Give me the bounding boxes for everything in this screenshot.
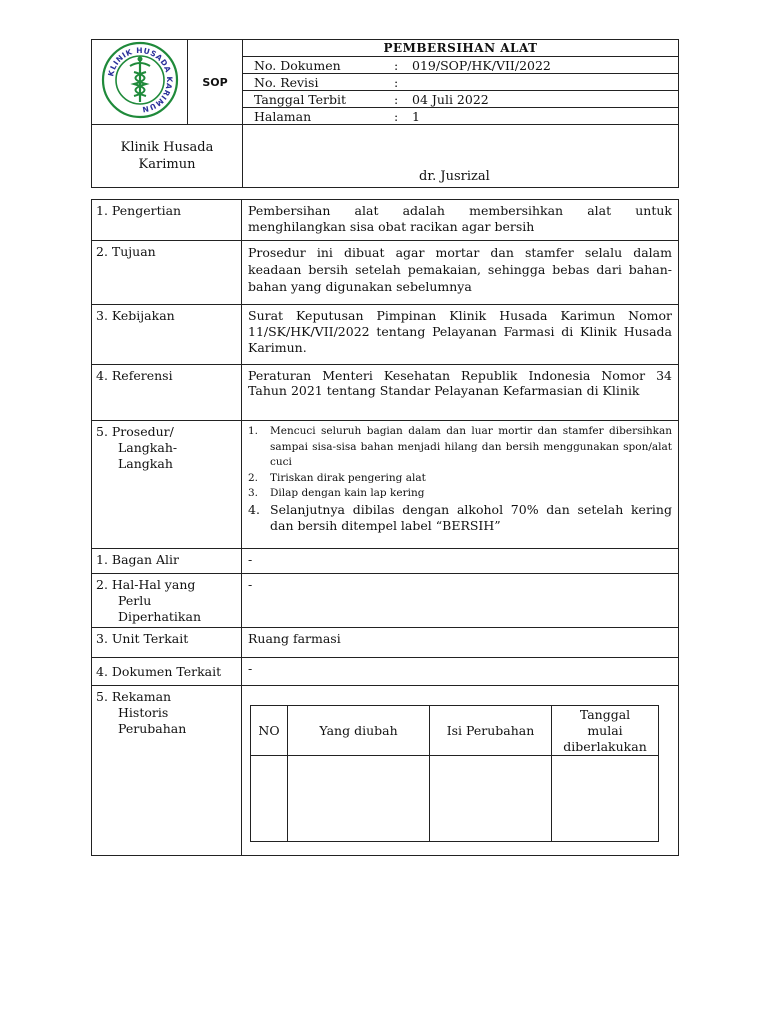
row-label: 4. Referensi	[92, 365, 242, 421]
row-tujuan	[92, 241, 679, 305]
signature-cell	[243, 125, 679, 188]
label-line: 5. Prosedur/	[96, 424, 174, 439]
meta-key: Halaman	[254, 108, 312, 124]
step-text: Tiriskan dirak pengering alat	[270, 471, 426, 484]
sop-header-table	[91, 39, 679, 188]
history-cell	[288, 756, 430, 842]
label-line: 2. Hal-Hal yang	[96, 577, 196, 592]
row-unit-terkait	[92, 628, 679, 658]
step-text: Selanjutnya dibilas dengan alkohol 70% dan setelah kering dan bersih ditempel label “BERSIH”	[270, 501, 672, 533]
row-label: 1. Bagan Alir	[92, 549, 242, 574]
row-value	[242, 421, 679, 549]
meta-key: Tanggal Terbit	[254, 91, 347, 107]
label-line: Perubahan	[118, 721, 187, 736]
step-number: 1.	[248, 425, 259, 437]
meta-colon: :	[394, 91, 399, 107]
row-value: Peraturan Menteri Kesehatan Republik Indonesia Nomor 34 Tahun 2021 tentang Standar Pelayanan Kefarmasian di Klinik	[242, 365, 679, 421]
row-label: 1. Pengertian	[92, 200, 242, 241]
meta-no-dokumen	[243, 57, 679, 74]
meta-colon: :	[394, 57, 399, 73]
col-line: mulai	[587, 722, 623, 738]
logo-ring-text: KLINIK HUSADA KARIMUN	[105, 45, 174, 115]
row-value	[242, 686, 679, 856]
row-label: 3. Unit Terkait	[92, 628, 242, 658]
row-label	[92, 686, 242, 856]
clinic-logo	[100, 40, 180, 120]
row-label	[92, 574, 242, 628]
procedure-step	[248, 424, 672, 471]
procedure-step	[248, 471, 672, 487]
clinic-name-cell	[92, 125, 243, 188]
history-col-tanggal	[552, 706, 659, 756]
meta-halaman	[243, 108, 679, 125]
step-number: 4.	[248, 501, 260, 517]
history-header-row	[251, 706, 659, 756]
row-prosedur	[92, 421, 679, 549]
document-title: PEMBERSIHAN ALAT	[243, 40, 679, 57]
col-line: diberlakukan	[563, 738, 647, 754]
row-value: Ruang farmasi	[242, 628, 679, 658]
history-cell	[552, 756, 659, 842]
sop-label: SOP	[188, 40, 243, 125]
row-label: 3. Kebijakan	[92, 305, 242, 365]
sop-content-table	[91, 199, 679, 856]
label-line: 5. Rekaman	[96, 689, 172, 704]
label-line: Langkah-	[118, 440, 178, 455]
row-label	[92, 421, 242, 549]
step-number: 3.	[248, 487, 259, 499]
meta-colon: :	[394, 108, 399, 124]
row-value: Surat Keputusan Pimpinan Klinik Husada Karimun Nomor 11/SK/HK/VII/2022 tentang Pelayanan Farmasi di Klinik Husada Karimun.	[242, 305, 679, 365]
row-kebijakan	[92, 305, 679, 365]
meta-value: 019/SOP/HK/VII/2022	[412, 57, 551, 73]
clinic-name-line2: Karimun	[138, 157, 196, 172]
meta-value: 1	[412, 108, 420, 124]
row-value: -	[242, 658, 679, 686]
row-label: 4. Dokumen Terkait	[92, 658, 242, 686]
row-bagan-alir	[92, 549, 679, 574]
meta-colon: :	[394, 74, 399, 90]
meta-no-revisi	[243, 74, 679, 91]
meta-value: 04 Juli 2022	[412, 91, 489, 107]
row-hal-hal	[92, 574, 679, 628]
row-label: 2. Tujuan	[92, 241, 242, 305]
history-col-no: NO	[251, 706, 288, 756]
row-dokumen-terkait	[92, 658, 679, 686]
label-line: Perlu	[118, 593, 152, 608]
label-line: Langkah	[118, 456, 173, 471]
label-line: Historis	[118, 705, 169, 720]
history-cell	[251, 756, 288, 842]
label-line: Diperhatikan	[118, 609, 201, 624]
history-cell	[430, 756, 552, 842]
history-empty-row	[251, 756, 659, 842]
step-text: Mencuci seluruh bagian dalam dan luar mortir dan stamfer dibersihkan sampai sisa-sisa bahan menjadi hilang dan bersih menggunakan spon/alat cuci	[270, 425, 672, 468]
row-value: Prosedur ini dibuat agar mortar dan stamfer selalu dalam keadaan bersih setelah pemakaian, sehingga bebas dari bahan-bahan yang digunakan sebelumnya	[242, 241, 679, 305]
meta-key: No. Revisi	[254, 74, 319, 90]
step-text: Dilap dengan kain lap kering	[270, 487, 425, 499]
row-value: -	[242, 549, 679, 574]
caduceus-icon	[130, 57, 150, 103]
row-rekaman	[92, 686, 679, 856]
step-number: 2.	[248, 471, 259, 484]
clinic-name-line1: Klinik Husada	[120, 140, 214, 155]
meta-tanggal-terbit	[243, 91, 679, 108]
procedure-steps-list	[248, 424, 672, 534]
meta-key: No. Dokumen	[254, 57, 341, 73]
history-col-isi-perubahan: Isi Perubahan	[430, 706, 552, 756]
row-pengertian	[92, 200, 679, 241]
col-line: Tanggal	[579, 706, 631, 722]
row-value: Pembersihan alat adalah membersihkan alat untuk menghilangkan sisa obat racikan agar bersih	[242, 200, 679, 241]
procedure-step	[248, 502, 672, 534]
procedure-step	[248, 486, 672, 502]
history-col-yang-diubah: Yang diubah	[288, 706, 430, 756]
signatory-name: dr. Jusrizal	[419, 169, 490, 184]
clinic-logo-cell	[92, 40, 188, 125]
row-referensi	[92, 365, 679, 421]
row-value: -	[242, 574, 679, 628]
change-history-table	[250, 705, 659, 842]
